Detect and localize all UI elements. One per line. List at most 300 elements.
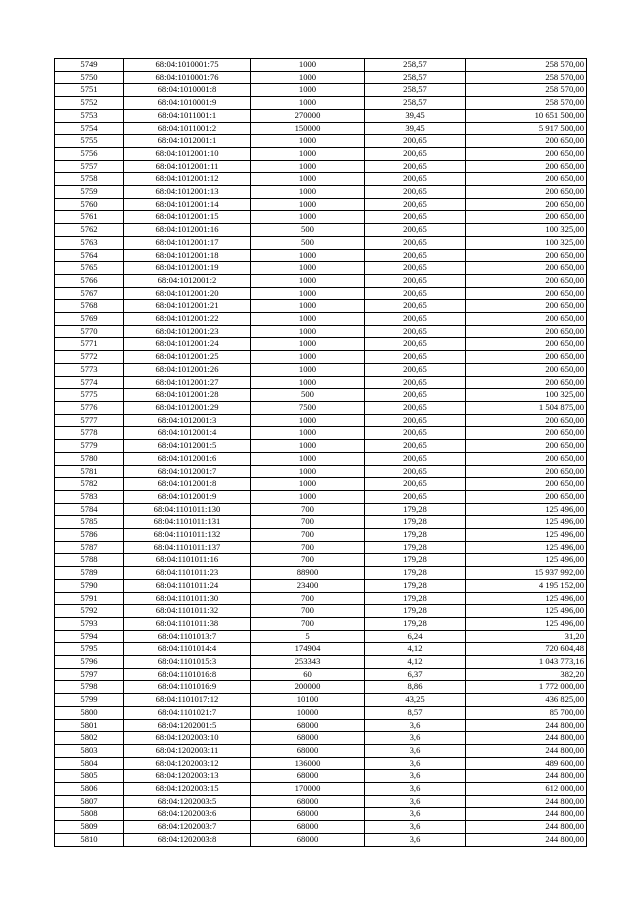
table-row <box>55 389 587 402</box>
cadastral-number-cell: 68:04:1202001:5 <box>124 719 251 732</box>
area-cell: 1000 <box>251 173 365 186</box>
row-number-cell: 5783 <box>55 490 124 503</box>
table-row <box>55 351 587 364</box>
total-cell: 100 325,00 <box>466 389 587 402</box>
table-row <box>55 744 587 757</box>
area-cell: 5 <box>251 630 365 643</box>
area-cell: 1000 <box>251 490 365 503</box>
cadastral-number-cell: 68:04:1012001:23 <box>124 325 251 338</box>
table-row <box>55 173 587 186</box>
cadastral-number-cell: 68:04:1101011:16 <box>124 554 251 567</box>
total-cell: 720 604,48 <box>466 643 587 656</box>
total-cell: 15 937 992,00 <box>466 567 587 580</box>
area-cell: 1000 <box>251 198 365 211</box>
area-cell: 700 <box>251 529 365 542</box>
cadastral-number-cell: 68:04:1202003:11 <box>124 744 251 757</box>
price-cell: 200,65 <box>365 147 466 160</box>
area-cell: 150000 <box>251 122 365 135</box>
table-row <box>55 300 587 313</box>
total-cell: 244 800,00 <box>466 770 587 783</box>
price-cell: 3,6 <box>365 770 466 783</box>
area-cell: 1000 <box>251 363 365 376</box>
row-number-cell: 5786 <box>55 529 124 542</box>
table-row <box>55 338 587 351</box>
area-cell: 700 <box>251 592 365 605</box>
price-cell: 200,65 <box>365 287 466 300</box>
row-number-cell: 5775 <box>55 389 124 402</box>
total-cell: 244 800,00 <box>466 821 587 834</box>
cadastral-number-cell: 68:04:1012001:8 <box>124 478 251 491</box>
price-cell: 43,25 <box>365 694 466 707</box>
total-cell: 200 650,00 <box>466 325 587 338</box>
area-cell: 1000 <box>251 84 365 97</box>
row-number-cell: 5762 <box>55 224 124 237</box>
area-cell: 1000 <box>251 325 365 338</box>
total-cell: 200 650,00 <box>466 147 587 160</box>
area-cell: 700 <box>251 617 365 630</box>
price-cell: 3,6 <box>365 795 466 808</box>
price-cell: 258,57 <box>365 97 466 110</box>
total-cell: 200 650,00 <box>466 198 587 211</box>
price-cell: 179,28 <box>365 605 466 618</box>
price-cell: 3,6 <box>365 732 466 745</box>
cadastral-number-cell: 68:04:1012001:7 <box>124 465 251 478</box>
area-cell: 68000 <box>251 744 365 757</box>
total-cell: 5 917 500,00 <box>466 122 587 135</box>
total-cell: 200 650,00 <box>466 211 587 224</box>
area-cell: 68000 <box>251 833 365 846</box>
area-cell: 136000 <box>251 757 365 770</box>
row-number-cell: 5805 <box>55 770 124 783</box>
row-number-cell: 5771 <box>55 338 124 351</box>
table-row <box>55 732 587 745</box>
row-number-cell: 5754 <box>55 122 124 135</box>
table-row <box>55 452 587 465</box>
cadastral-number-cell: 68:04:1101014:4 <box>124 643 251 656</box>
row-number-cell: 5764 <box>55 249 124 262</box>
table-row <box>55 376 587 389</box>
row-number-cell: 5800 <box>55 706 124 719</box>
price-cell: 200,65 <box>365 300 466 313</box>
table-row <box>55 783 587 796</box>
row-number-cell: 5782 <box>55 478 124 491</box>
total-cell: 200 650,00 <box>466 173 587 186</box>
total-cell: 125 496,00 <box>466 541 587 554</box>
cadastral-number-cell: 68:04:1012001:26 <box>124 363 251 376</box>
total-cell: 258 570,00 <box>466 71 587 84</box>
cadastral-number-cell: 68:04:1010001:76 <box>124 71 251 84</box>
area-cell: 68000 <box>251 770 365 783</box>
row-number-cell: 5750 <box>55 71 124 84</box>
table-row <box>55 719 587 732</box>
cadastral-number-cell: 68:04:1012001:20 <box>124 287 251 300</box>
total-cell: 200 650,00 <box>466 135 587 148</box>
total-cell: 200 650,00 <box>466 313 587 326</box>
table-row <box>55 529 587 542</box>
row-number-cell: 5781 <box>55 465 124 478</box>
area-cell: 68000 <box>251 719 365 732</box>
price-cell: 3,6 <box>365 808 466 821</box>
cadastral-number-cell: 68:04:1012001:14 <box>124 198 251 211</box>
row-number-cell: 5797 <box>55 668 124 681</box>
price-cell: 200,65 <box>365 452 466 465</box>
table-row <box>55 668 587 681</box>
area-cell: 1000 <box>251 59 365 72</box>
cadastral-number-cell: 68:04:1012001:29 <box>124 401 251 414</box>
table-row <box>55 325 587 338</box>
price-cell: 6,37 <box>365 668 466 681</box>
total-cell: 200 650,00 <box>466 363 587 376</box>
cadastral-number-cell: 68:04:1101017:12 <box>124 694 251 707</box>
price-cell: 8,86 <box>365 681 466 694</box>
area-cell: 10000 <box>251 706 365 719</box>
total-cell: 244 800,00 <box>466 808 587 821</box>
price-cell: 179,28 <box>365 617 466 630</box>
row-number-cell: 5788 <box>55 554 124 567</box>
price-cell: 200,65 <box>365 160 466 173</box>
table-row <box>55 198 587 211</box>
total-cell: 125 496,00 <box>466 617 587 630</box>
table-row <box>55 313 587 326</box>
row-number-cell: 5772 <box>55 351 124 364</box>
cadastral-number-cell: 68:04:1101011:23 <box>124 567 251 580</box>
total-cell: 258 570,00 <box>466 84 587 97</box>
total-cell: 100 325,00 <box>466 236 587 249</box>
table-row <box>55 694 587 707</box>
cadastral-number-cell: 68:04:1202003:13 <box>124 770 251 783</box>
table-row <box>55 224 587 237</box>
row-number-cell: 5766 <box>55 274 124 287</box>
row-number-cell: 5763 <box>55 236 124 249</box>
price-cell: 6,24 <box>365 630 466 643</box>
area-cell: 700 <box>251 605 365 618</box>
row-number-cell: 5767 <box>55 287 124 300</box>
row-number-cell: 5801 <box>55 719 124 732</box>
row-number-cell: 5773 <box>55 363 124 376</box>
row-number-cell: 5807 <box>55 795 124 808</box>
row-number-cell: 5793 <box>55 617 124 630</box>
price-cell: 200,65 <box>365 351 466 364</box>
table-row <box>55 274 587 287</box>
table-row <box>55 706 587 719</box>
area-cell: 270000 <box>251 109 365 122</box>
cadastral-number-cell: 68:04:1202003:5 <box>124 795 251 808</box>
area-cell: 500 <box>251 389 365 402</box>
table-row <box>55 249 587 262</box>
price-cell: 200,65 <box>365 186 466 199</box>
total-cell: 244 800,00 <box>466 719 587 732</box>
table-row <box>55 122 587 135</box>
area-cell: 1000 <box>251 414 365 427</box>
cadastral-number-cell: 68:04:1012001:19 <box>124 262 251 275</box>
cadastral-number-cell: 68:04:1012001:5 <box>124 440 251 453</box>
row-number-cell: 5778 <box>55 427 124 440</box>
total-cell: 200 650,00 <box>466 249 587 262</box>
area-cell: 1000 <box>251 274 365 287</box>
cadastral-number-cell: 68:04:1012001:1 <box>124 135 251 148</box>
price-cell: 200,65 <box>365 224 466 237</box>
area-cell: 68000 <box>251 808 365 821</box>
total-cell: 125 496,00 <box>466 605 587 618</box>
cadastral-number-cell: 68:04:1012001:6 <box>124 452 251 465</box>
row-number-cell: 5776 <box>55 401 124 414</box>
price-cell: 179,28 <box>365 503 466 516</box>
area-cell: 700 <box>251 554 365 567</box>
row-number-cell: 5790 <box>55 579 124 592</box>
price-cell: 179,28 <box>365 567 466 580</box>
total-cell: 200 650,00 <box>466 440 587 453</box>
area-cell: 1000 <box>251 338 365 351</box>
area-cell: 1000 <box>251 427 365 440</box>
price-cell: 3,6 <box>365 783 466 796</box>
row-number-cell: 5803 <box>55 744 124 757</box>
row-number-cell: 5749 <box>55 59 124 72</box>
table-row <box>55 681 587 694</box>
cadastral-number-cell: 68:04:1101015:3 <box>124 656 251 669</box>
table-row <box>55 643 587 656</box>
price-cell: 200,65 <box>365 262 466 275</box>
cadastral-number-cell: 68:04:1101011:132 <box>124 529 251 542</box>
price-cell: 258,57 <box>365 71 466 84</box>
total-cell: 244 800,00 <box>466 732 587 745</box>
price-cell: 39,45 <box>365 122 466 135</box>
area-cell: 7500 <box>251 401 365 414</box>
row-number-cell: 5802 <box>55 732 124 745</box>
document-page <box>54 58 586 847</box>
cadastral-number-cell: 68:04:1202003:10 <box>124 732 251 745</box>
table-row <box>55 401 587 414</box>
total-cell: 436 825,00 <box>466 694 587 707</box>
total-cell: 200 650,00 <box>466 160 587 173</box>
table-row <box>55 97 587 110</box>
row-number-cell: 5780 <box>55 452 124 465</box>
table-row <box>55 656 587 669</box>
total-cell: 85 700,00 <box>466 706 587 719</box>
area-cell: 60 <box>251 668 365 681</box>
total-cell: 200 650,00 <box>466 262 587 275</box>
price-cell: 4,12 <box>365 643 466 656</box>
row-number-cell: 5760 <box>55 198 124 211</box>
price-cell: 200,65 <box>365 490 466 503</box>
total-cell: 1 504 875,00 <box>466 401 587 414</box>
cadastral-number-cell: 68:04:1012001:27 <box>124 376 251 389</box>
row-number-cell: 5787 <box>55 541 124 554</box>
area-cell: 700 <box>251 541 365 554</box>
table-row <box>55 605 587 618</box>
price-cell: 258,57 <box>365 59 466 72</box>
cadastral-number-cell: 68:04:1101011:137 <box>124 541 251 554</box>
table-row <box>55 427 587 440</box>
total-cell: 258 570,00 <box>466 59 587 72</box>
total-cell: 100 325,00 <box>466 224 587 237</box>
area-cell: 500 <box>251 236 365 249</box>
row-number-cell: 5751 <box>55 84 124 97</box>
cadastral-number-cell: 68:04:1012001:10 <box>124 147 251 160</box>
price-cell: 179,28 <box>365 579 466 592</box>
cadastral-number-cell: 68:04:1101011:131 <box>124 516 251 529</box>
cadastral-number-cell: 68:04:1012001:17 <box>124 236 251 249</box>
row-number-cell: 5759 <box>55 186 124 199</box>
price-cell: 179,28 <box>365 516 466 529</box>
total-cell: 125 496,00 <box>466 503 587 516</box>
table-row <box>55 808 587 821</box>
total-cell: 4 195 152,00 <box>466 579 587 592</box>
total-cell: 10 651 500,00 <box>466 109 587 122</box>
cadastral-number-cell: 68:04:1202003:7 <box>124 821 251 834</box>
area-cell: 68000 <box>251 821 365 834</box>
row-number-cell: 5794 <box>55 630 124 643</box>
price-cell: 200,65 <box>365 325 466 338</box>
table-body <box>55 59 587 847</box>
cadastral-number-cell: 68:04:1012001:28 <box>124 389 251 402</box>
cadastral-number-cell: 68:04:1202003:6 <box>124 808 251 821</box>
table-row <box>55 617 587 630</box>
row-number-cell: 5768 <box>55 300 124 313</box>
area-cell: 1000 <box>251 147 365 160</box>
cadastral-number-cell: 68:04:1012001:3 <box>124 414 251 427</box>
area-cell: 23400 <box>251 579 365 592</box>
price-cell: 3,6 <box>365 821 466 834</box>
total-cell: 1 772 000,00 <box>466 681 587 694</box>
table-row <box>55 567 587 580</box>
table-row <box>55 59 587 72</box>
cadastral-number-cell: 68:04:1012001:16 <box>124 224 251 237</box>
area-cell: 68000 <box>251 732 365 745</box>
row-number-cell: 5755 <box>55 135 124 148</box>
cadastral-number-cell: 68:04:1011001:1 <box>124 109 251 122</box>
total-cell: 200 650,00 <box>466 274 587 287</box>
table-row <box>55 414 587 427</box>
table-row <box>55 71 587 84</box>
price-cell: 8,57 <box>365 706 466 719</box>
total-cell: 200 650,00 <box>466 376 587 389</box>
total-cell: 244 800,00 <box>466 795 587 808</box>
table-row <box>55 821 587 834</box>
cadastral-number-cell: 68:04:1101011:30 <box>124 592 251 605</box>
area-cell: 1000 <box>251 452 365 465</box>
table-row <box>55 630 587 643</box>
row-number-cell: 5792 <box>55 605 124 618</box>
cadastral-number-cell: 68:04:1101021:7 <box>124 706 251 719</box>
cadastral-number-cell: 68:04:1012001:21 <box>124 300 251 313</box>
total-cell: 200 650,00 <box>466 452 587 465</box>
row-number-cell: 5784 <box>55 503 124 516</box>
price-cell: 200,65 <box>365 236 466 249</box>
cadastral-number-cell: 68:04:1012001:2 <box>124 274 251 287</box>
price-cell: 200,65 <box>365 376 466 389</box>
table-row <box>55 503 587 516</box>
price-cell: 200,65 <box>365 363 466 376</box>
row-number-cell: 5769 <box>55 313 124 326</box>
cadastral-number-cell: 68:04:1101011:130 <box>124 503 251 516</box>
table-row <box>55 833 587 846</box>
table-row <box>55 236 587 249</box>
area-cell: 1000 <box>251 262 365 275</box>
cadastral-number-cell: 68:04:1010001:9 <box>124 97 251 110</box>
area-cell: 1000 <box>251 211 365 224</box>
row-number-cell: 5809 <box>55 821 124 834</box>
total-cell: 258 570,00 <box>466 97 587 110</box>
area-cell: 500 <box>251 224 365 237</box>
cadastral-number-cell: 68:04:1101011:38 <box>124 617 251 630</box>
row-number-cell: 5789 <box>55 567 124 580</box>
price-cell: 3,6 <box>365 719 466 732</box>
row-number-cell: 5810 <box>55 833 124 846</box>
total-cell: 200 650,00 <box>466 427 587 440</box>
area-cell: 1000 <box>251 313 365 326</box>
area-cell: 174904 <box>251 643 365 656</box>
table-row <box>55 135 587 148</box>
area-cell: 700 <box>251 503 365 516</box>
price-cell: 200,65 <box>365 465 466 478</box>
row-number-cell: 5804 <box>55 757 124 770</box>
total-cell: 125 496,00 <box>466 554 587 567</box>
price-cell: 179,28 <box>365 541 466 554</box>
table-row <box>55 541 587 554</box>
total-cell: 200 650,00 <box>466 465 587 478</box>
total-cell: 200 650,00 <box>466 490 587 503</box>
price-cell: 200,65 <box>365 401 466 414</box>
table-row <box>55 440 587 453</box>
price-cell: 200,65 <box>365 198 466 211</box>
area-cell: 200000 <box>251 681 365 694</box>
total-cell: 200 650,00 <box>466 300 587 313</box>
cadastral-number-cell: 68:04:1012001:4 <box>124 427 251 440</box>
row-number-cell: 5777 <box>55 414 124 427</box>
price-cell: 3,6 <box>365 833 466 846</box>
row-number-cell: 5779 <box>55 440 124 453</box>
price-cell: 3,6 <box>365 744 466 757</box>
table-row <box>55 516 587 529</box>
area-cell: 88900 <box>251 567 365 580</box>
area-cell: 1000 <box>251 287 365 300</box>
cadastral-number-cell: 68:04:1012001:25 <box>124 351 251 364</box>
cadastral-number-cell: 68:04:1012001:24 <box>124 338 251 351</box>
cadastral-number-cell: 68:04:1011001:2 <box>124 122 251 135</box>
price-cell: 200,65 <box>365 427 466 440</box>
area-cell: 1000 <box>251 135 365 148</box>
total-cell: 31,20 <box>466 630 587 643</box>
row-number-cell: 5752 <box>55 97 124 110</box>
row-number-cell: 5765 <box>55 262 124 275</box>
row-number-cell: 5753 <box>55 109 124 122</box>
area-cell: 1000 <box>251 376 365 389</box>
row-number-cell: 5799 <box>55 694 124 707</box>
table-row <box>55 109 587 122</box>
total-cell: 244 800,00 <box>466 833 587 846</box>
price-cell: 200,65 <box>365 249 466 262</box>
price-cell: 3,6 <box>365 757 466 770</box>
total-cell: 200 650,00 <box>466 351 587 364</box>
price-cell: 179,28 <box>365 529 466 542</box>
row-number-cell: 5774 <box>55 376 124 389</box>
row-number-cell: 5758 <box>55 173 124 186</box>
table-row <box>55 579 587 592</box>
area-cell: 68000 <box>251 795 365 808</box>
total-cell: 200 650,00 <box>466 478 587 491</box>
cadastral-number-cell: 68:04:1010001:8 <box>124 84 251 97</box>
table-row <box>55 186 587 199</box>
cadastral-number-cell: 68:04:1012001:12 <box>124 173 251 186</box>
cadastral-number-cell: 68:04:1012001:15 <box>124 211 251 224</box>
price-cell: 200,65 <box>365 414 466 427</box>
price-cell: 258,57 <box>365 84 466 97</box>
table-row <box>55 160 587 173</box>
area-cell: 1000 <box>251 351 365 364</box>
price-cell: 200,65 <box>365 389 466 402</box>
total-cell: 612 000,00 <box>466 783 587 796</box>
total-cell: 200 650,00 <box>466 287 587 300</box>
